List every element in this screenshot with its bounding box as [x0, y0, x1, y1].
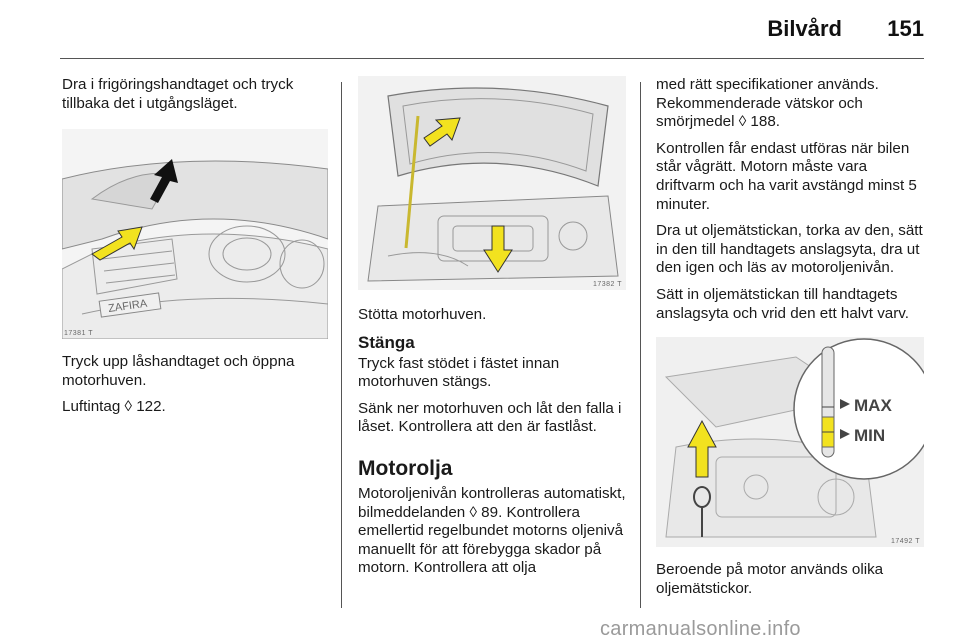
- model-badge-text: ZAFIRA: [107, 297, 148, 316]
- heading-engine-oil: Motorolja: [358, 456, 453, 480]
- dipstick-drawing: [656, 337, 924, 547]
- paragraph: Kontrollen får endast utföras när bilen står vågrätt. Motorn måste vara driftvarm och ha varit avstängd minst 5 minuter.: [656, 139, 917, 213]
- paragraph: Stötta motorhuven.: [358, 306, 487, 323]
- paragraph: Dra i frigöringshandtaget och tryck tillbaka det i utgångsläget.: [62, 76, 294, 112]
- hood-release-illustration: [62, 129, 328, 339]
- paragraph: med rätt specifikationer används. Rekommenderade vätskor och smörjmedel ◊ 188.: [656, 76, 879, 131]
- column-divider-1: [341, 82, 342, 608]
- figure-code: 17381 T: [64, 330, 94, 338]
- figure-code: 17382 T: [592, 281, 622, 288]
- paragraph: Motoroljenivån kontrolleras automatiskt, bilmeddelanden ◊ 89. Kontrollera emellertid regelbundet motorns oljenivå manuellt för att förebygga skador på motorn. Kontrollera att olja: [358, 484, 626, 577]
- page-number: 151: [887, 16, 924, 41]
- section-title: Bilvård: [767, 16, 842, 41]
- dipstick-illustration: [656, 337, 924, 547]
- paragraph: Sänk ner motorhuven och låt den falla i låset. Kontrollera att den är fastlåst.: [358, 399, 622, 436]
- hood-support-illustration: [358, 76, 626, 290]
- paragraph: Sätt in oljemätstickan till handtagets anslagsyta och vrid den ett halvt varv.: [656, 285, 909, 322]
- hood-support-drawing: [358, 76, 626, 290]
- watermark: carmanualsonline.info: [600, 618, 801, 640]
- paragraph: Luftintag ◊ 122.: [62, 398, 166, 416]
- header-divider: [60, 58, 924, 59]
- column-2: [358, 76, 626, 586]
- column-3: [656, 76, 926, 606]
- column-1: [62, 76, 328, 425]
- min-label: MIN: [854, 426, 886, 446]
- subheading-close: Stänga: [358, 332, 415, 352]
- paragraph: Dra ut oljemätstickan, torka av den, sätt in den till handtagets anslagsyta, dra ut den igen och läs av motoroljenivån.: [656, 222, 923, 277]
- paragraph: Tryck fast stödet i fästet innan motorhuven stängs.: [358, 354, 560, 391]
- paragraph: Tryck upp låshandtaget och öppna motorhuven.: [62, 353, 295, 389]
- figure-code: 17492 T: [890, 538, 920, 546]
- hood-release-drawing: [62, 129, 328, 339]
- max-label: MAX: [854, 396, 892, 416]
- column-divider-2: [640, 82, 641, 608]
- paragraph: Beroende på motor används olika oljemätstickor.: [656, 561, 884, 597]
